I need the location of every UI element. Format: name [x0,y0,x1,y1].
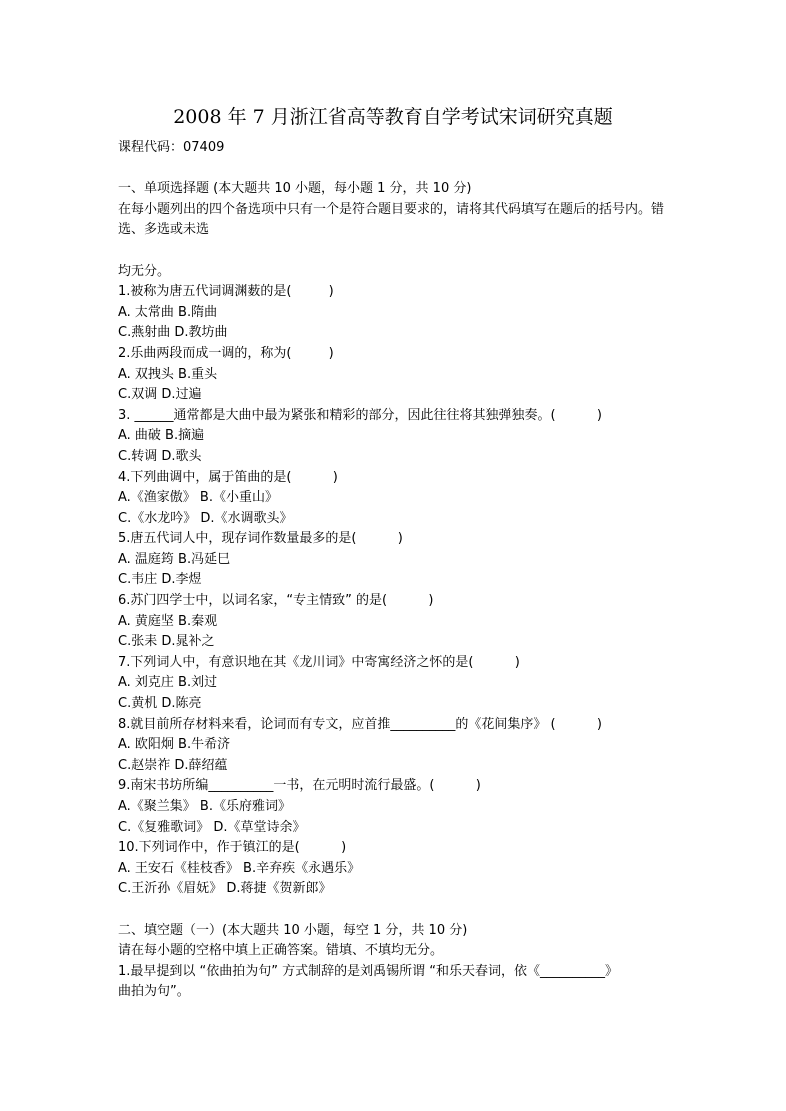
section1-heading: 一、单项选择题 (本大题共 10 小题，每小题 1 分，共 10 分) [118,181,472,197]
question-line: 7.下列词人中，有意识地在其《龙川词》中寄寓经济之怀的是( ) [118,654,520,670]
question-line: 3. ______通常都是大曲中最为紧张和精彩的部分，因此往往将其独弹独奏。( ) [118,407,603,423]
question-line: 6.苏门四学士中，以词名家，“专主情致” 的是( ) [118,593,434,609]
spacer [118,900,678,921]
fill-question-1-cont: 曲拍为句”。 [118,984,190,1000]
question-line: 10.下列词作中，作于镇江的是( ) [118,840,347,856]
spacer [118,241,678,262]
question-line: 9.南宋书坊所编__________一书，在元明时流行最盛。( ) [118,778,481,794]
section2-instruction: 请在每小题的空格中填上正确答案。错填、不填均无分。 [118,943,444,959]
question-line: C.赵崇祚 D.薛绍蕴 [118,757,228,773]
question-line: C.《复雅歌词》 D.《草堂诗余》 [118,819,306,835]
question-line: 1.被称为唐五代词调渊薮的是( ) [118,284,334,300]
question-line: A. 温庭筠 B.冯延巳 [118,551,231,567]
fill-question-1: 1.最早提到以 “依曲拍为句” 方式制辞的是刘禹锡所谓 “和乐天春词，依《__________》 [118,963,619,979]
question-line: A. 王安石《桂枝香》 B.辛弃疾《永遇乐》 [118,860,361,876]
section1-questions [118,282,678,900]
question-line: A.《渔家傲》 B.《小重山》 [118,490,278,506]
question-line: C.转调 D.歌头 [118,448,202,464]
question-line: A. 刘克庄 B.刘过 [118,675,218,691]
question-line: C.黄机 D.陈亮 [118,696,202,712]
question-line: 5.唐五代词人中，现存词作数量最多的是( ) [118,531,403,547]
question-line: 4.下列曲调中，属于笛曲的是( ) [118,469,338,485]
question-line: C.张耒 D.晁补之 [118,634,215,650]
page-title: 2008 年 7 月浙江省高等教育自学考试宋词研究真题 [173,106,613,128]
exam-content [118,138,678,1003]
question-line: C.王沂孙《眉妩》 D.蒋捷《贺新郎》 [118,881,332,897]
question-line: C.《水龙吟》 D.《水调歌头》 [118,510,293,526]
question-line: C.燕射曲 D.教坊曲 [118,325,228,341]
section2-heading: 二、填空题（一）(本大题共 10 小题，每空 1 分，共 10 分) [118,922,468,938]
course-code: 课程代码：07409 [118,140,225,155]
question-line: A. 黄庭坚 B.秦观 [118,613,218,629]
question-line: 2.乐曲两段而成一调的，称为( ) [118,345,334,361]
spacer [118,159,678,180]
section1-instruction: 在每小题列出的四个备选项中只有一个是符合题目要求的，请将其代码填写在题后的括号内。错选、多选或未选 [118,201,665,238]
question-line: A. 曲破 B.摘遍 [118,428,205,444]
question-line: A.《聚兰集》 B.《乐府雅词》 [118,799,291,814]
question-line: C.双调 D.过遍 [118,387,202,403]
question-line: A. 欧阳炯 B.牛希济 [118,737,231,753]
question-line: A. 太常曲 B.隋曲 [118,304,218,320]
section1-instruction-tail: 均无分。 [118,263,171,279]
question-line: 8.就目前所存材料来看，论词而有专文，应首推__________的《花间集序》 ( ) [118,716,603,732]
question-line: C.韦庄 D.李煜 [118,572,202,588]
question-line: A. 双拽头 B.重头 [118,366,218,382]
